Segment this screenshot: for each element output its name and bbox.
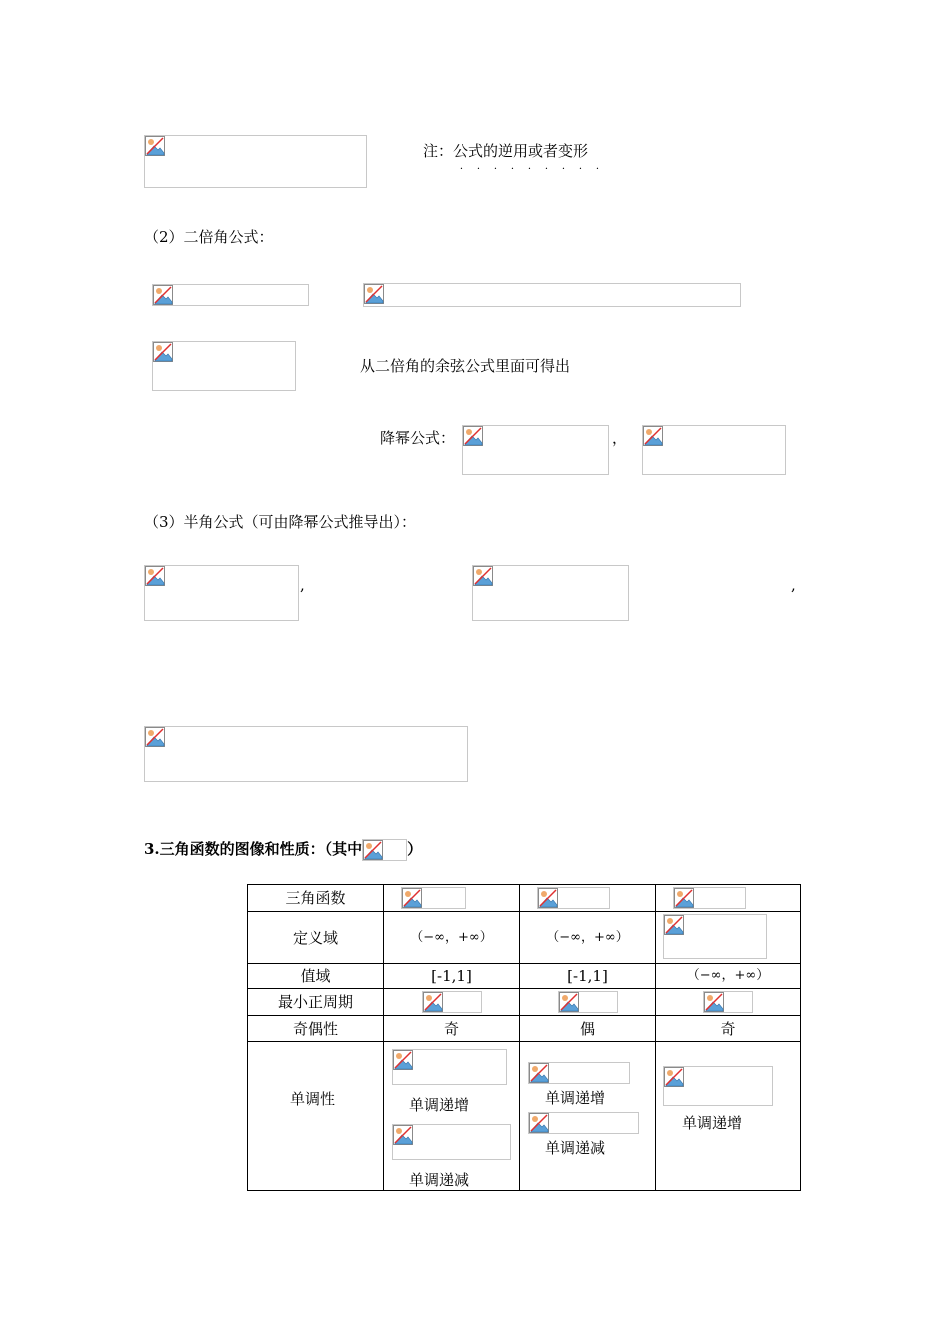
table-cell xyxy=(520,885,656,912)
broken-image-icon xyxy=(364,284,384,304)
formula-image xyxy=(558,991,618,1013)
trig-properties-table xyxy=(247,884,801,1191)
broken-image-icon xyxy=(643,426,663,446)
row-label: 奇偶性 xyxy=(248,1016,384,1042)
formula-image xyxy=(362,839,407,861)
monotonic-increasing-label: 单调递增 xyxy=(409,1096,470,1114)
table-cell: 奇 xyxy=(384,1016,520,1042)
table-cell: 偶 xyxy=(520,1016,656,1042)
table-cell xyxy=(656,912,801,964)
table-cell: （−∞，+∞） xyxy=(656,964,801,989)
table-cell xyxy=(384,1042,520,1191)
table-cell xyxy=(656,885,801,912)
formula-image xyxy=(392,1049,507,1085)
comma: , xyxy=(791,576,796,594)
formula-image xyxy=(144,726,468,782)
monotonic-increasing-label: 单调递增 xyxy=(545,1089,606,1107)
section-title xyxy=(144,839,422,861)
table-cell: [-1,1] xyxy=(384,964,520,989)
section-title-prefix: 3.三角函数的图像和性质：（其中 xyxy=(144,840,363,858)
broken-image-icon xyxy=(559,992,579,1012)
broken-image-icon xyxy=(145,136,165,156)
formula-image xyxy=(152,341,296,391)
formula-image xyxy=(401,887,466,909)
broken-image-icon xyxy=(529,1113,549,1133)
table-cell: [-1,1] xyxy=(520,964,656,989)
broken-image-icon xyxy=(674,888,694,908)
broken-image-icon xyxy=(153,285,173,305)
table-cell xyxy=(384,885,520,912)
broken-image-icon xyxy=(664,915,684,935)
section3-heading: （3）半角公式（可由降幂公式推导出）： xyxy=(144,513,417,531)
section2-heading: （2）二倍角公式： xyxy=(144,228,274,246)
formula-image xyxy=(144,135,367,188)
broken-image-icon xyxy=(529,1063,549,1083)
formula-image xyxy=(422,991,482,1013)
table-row xyxy=(248,885,801,912)
broken-image-icon xyxy=(402,888,422,908)
broken-image-icon xyxy=(363,840,383,860)
row-label: 最小正周期 xyxy=(248,989,384,1016)
table-cell xyxy=(384,989,520,1016)
formula-image xyxy=(703,991,753,1013)
table-row xyxy=(248,964,801,989)
table-cell: （−∞，+∞） xyxy=(520,912,656,964)
formula-image xyxy=(537,887,610,909)
monotonic-decreasing-label: 单调递减 xyxy=(545,1139,606,1157)
formula-image xyxy=(663,914,767,959)
table-row xyxy=(248,1042,801,1191)
comma: , xyxy=(300,576,305,594)
emphasis-dots: · · · · · · · · · xyxy=(459,164,600,175)
broken-image-icon xyxy=(145,727,165,747)
broken-image-icon xyxy=(393,1050,413,1070)
table-cell xyxy=(520,1042,656,1191)
table-cell xyxy=(656,1042,801,1191)
table-cell xyxy=(656,989,801,1016)
formula-image xyxy=(152,284,309,306)
comma: ， xyxy=(612,429,628,447)
formula-image xyxy=(144,565,299,621)
broken-image-icon xyxy=(473,566,493,586)
formula-image xyxy=(528,1062,630,1084)
broken-image-icon xyxy=(463,426,483,446)
formula-image xyxy=(462,425,609,475)
table-cell: 奇 xyxy=(656,1016,801,1042)
note-text: 注：公式的逆用或者变形 xyxy=(423,142,589,160)
table-row xyxy=(248,912,801,964)
row-label: 定义域 xyxy=(248,912,384,964)
broken-image-icon xyxy=(153,342,173,362)
broken-image-icon xyxy=(145,566,165,586)
formula-image xyxy=(392,1124,511,1160)
monotonic-increasing-label: 单调递增 xyxy=(682,1114,743,1132)
formula-image xyxy=(673,887,746,909)
row-label: 值域 xyxy=(248,964,384,989)
monotonic-decreasing-label: 单调递减 xyxy=(409,1171,470,1189)
broken-image-icon xyxy=(664,1067,684,1087)
row-label xyxy=(248,1042,384,1191)
section-title-suffix: ） xyxy=(407,840,423,858)
power-reduction-label: 降幂公式： xyxy=(380,429,456,447)
table-cell: （−∞，+∞） xyxy=(384,912,520,964)
table-cell xyxy=(520,989,656,1016)
formula-image xyxy=(663,1066,773,1106)
formula-image xyxy=(642,425,786,475)
broken-image-icon xyxy=(393,1125,413,1145)
table-row xyxy=(248,1016,801,1042)
table-row xyxy=(248,989,801,1016)
broken-image-icon xyxy=(423,992,443,1012)
formula-image xyxy=(528,1112,639,1134)
formula-image xyxy=(363,283,741,307)
broken-image-icon xyxy=(538,888,558,908)
formula-image xyxy=(472,565,629,621)
monotonicity-label: 单调性 xyxy=(290,1090,336,1108)
cos-note-text: 从二倍角的余弦公式里面可得出 xyxy=(360,357,571,375)
broken-image-icon xyxy=(704,992,724,1012)
row-label: 三角函数 xyxy=(248,885,384,912)
